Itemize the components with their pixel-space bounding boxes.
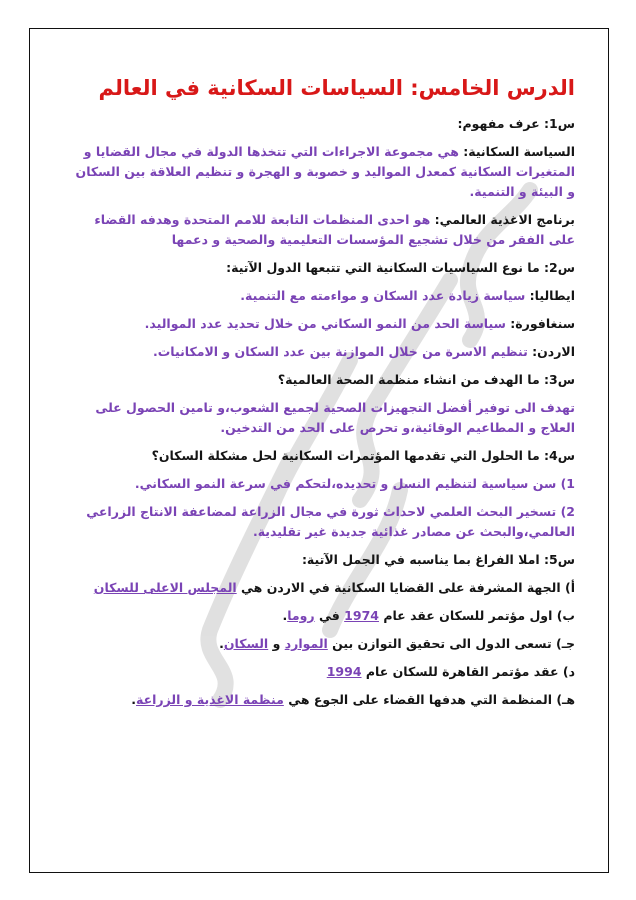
answer-line: 2) تسخير البحث العلمي لاحداث ثورة في مجال الزراعة لمضاعفة الانتاج الزراعي xyxy=(86,504,575,519)
question-5-heading: س5: املا الفراغ بما يناسبه في الجمل الآتية: xyxy=(301,552,575,567)
question-3-answer xyxy=(40,398,575,438)
fill-blank-answer: روما xyxy=(287,608,315,623)
lesson-content xyxy=(40,72,575,718)
fill-blank-text: أ) الجهة المشرفة على القضايا السكانية في الاردن هي xyxy=(241,580,575,595)
question-1-heading: س1: عرف مفهوم: xyxy=(457,116,575,131)
definition-text-line: هي مجموعة الاجراءات التي تتخذها الدولة في مجال القضايا و xyxy=(83,144,459,159)
definition-world-food-programme xyxy=(40,210,575,250)
fill-blank-e xyxy=(40,690,575,710)
fill-blank-answer: المجلس الاعلى للسكان xyxy=(93,580,237,595)
solution-1: 1) سن سياسية لتنظيم النسل و تحديده،لتحكم في سرعة النمو السكاني. xyxy=(134,476,575,491)
country-policy: تنظيم الاسرة من خلال الموازنة بين عدد السكان و الامكانيات. xyxy=(152,344,528,359)
fill-blank-answer: 1994 xyxy=(326,664,362,679)
fill-blank-answer: السكان xyxy=(223,636,269,651)
question-4-heading: س4: ما الحلول التي تقدمها المؤتمرات السكانية لحل مشكلة السكان؟ xyxy=(151,448,575,463)
fill-blank-text: في xyxy=(318,608,340,623)
fill-blank-text: ب) اول مؤتمر للسكان عقد عام xyxy=(383,608,575,623)
definition-term: برنامج الاغذية العالمي: xyxy=(434,212,575,227)
definition-text-line: هو احدى المنظمات التابعة للامم المتحدة وهدفه القضاء xyxy=(94,212,431,227)
fill-blank-c xyxy=(40,634,575,654)
fill-blank-a xyxy=(40,578,575,598)
definition-text-line: المتغيرات السكانية كمعدل المواليد و خصوبة و الهجرة و تنظيم العلاقة بين السكان xyxy=(75,164,575,179)
answer-line: العلاج و المطاعيم الوقائية،و تحرص على الحد من التدخين. xyxy=(220,420,575,435)
fill-blank-b xyxy=(40,606,575,626)
fill-blank-text: د) عقد مؤتمر القاهرة للسكان عام xyxy=(365,664,575,679)
country-name: الاردن: xyxy=(532,344,575,359)
definition-text-line: على الفقر من خلال تشجيع المؤسسات التعليمية والصحية و دعمها xyxy=(171,232,575,247)
answer-line: العالمي،والبحث عن مصادر غذائية جديدة غير تقليدية. xyxy=(252,524,575,539)
fill-blank-end: . xyxy=(131,692,137,707)
fill-blank-d xyxy=(40,662,575,682)
country-name: سنغافورة: xyxy=(510,316,575,331)
definition-population-policy xyxy=(40,142,575,202)
fill-blank-text: جـ) تسعى الدول الى تحقيق التوازن بين xyxy=(332,636,575,651)
country-policy-item xyxy=(40,314,575,334)
fill-blank-answer: 1974 xyxy=(344,608,379,623)
fill-blank-end: . xyxy=(219,636,224,651)
answer-line: تهدف الى توفير أفضل التجهيزات الصحية لجميع الشعوب،و تامين الحصول على xyxy=(95,400,575,415)
country-policy-item xyxy=(40,342,575,362)
country-policy: سياسة زيادة عدد السكان و مواءمته مع التنمية. xyxy=(240,288,526,303)
fill-blank-answer: منظمة الاغذية و الزراعة xyxy=(136,692,284,707)
solution-2 xyxy=(40,502,575,542)
lesson-title: الدرس الخامس: السياسات السكانية في العالم xyxy=(98,76,575,100)
country-policy: سياسة الحد من النمو السكاني من خلال تحديد عدد المواليد. xyxy=(144,316,506,331)
fill-blank-text: و xyxy=(272,636,281,651)
fill-blank-text: هـ) المنظمة التي هدفها القضاء على الجوع هي xyxy=(288,692,575,707)
fill-blank-answer: الموارد xyxy=(284,636,328,651)
question-3-heading: س3: ما الهدف من انشاء منظمة الصحة العالمية؟ xyxy=(277,372,575,387)
country-policy-item xyxy=(40,286,575,306)
question-2-heading: س2: ما نوع السياسيات السكانية التي تتبعها الدول الآتية: xyxy=(226,260,575,275)
definition-term: السياسة السكانية: xyxy=(463,144,575,159)
fill-blank-end: . xyxy=(282,608,288,623)
definition-text-line: و البيئة و التنمية. xyxy=(469,184,575,199)
country-name: ايطاليا: xyxy=(529,288,575,303)
